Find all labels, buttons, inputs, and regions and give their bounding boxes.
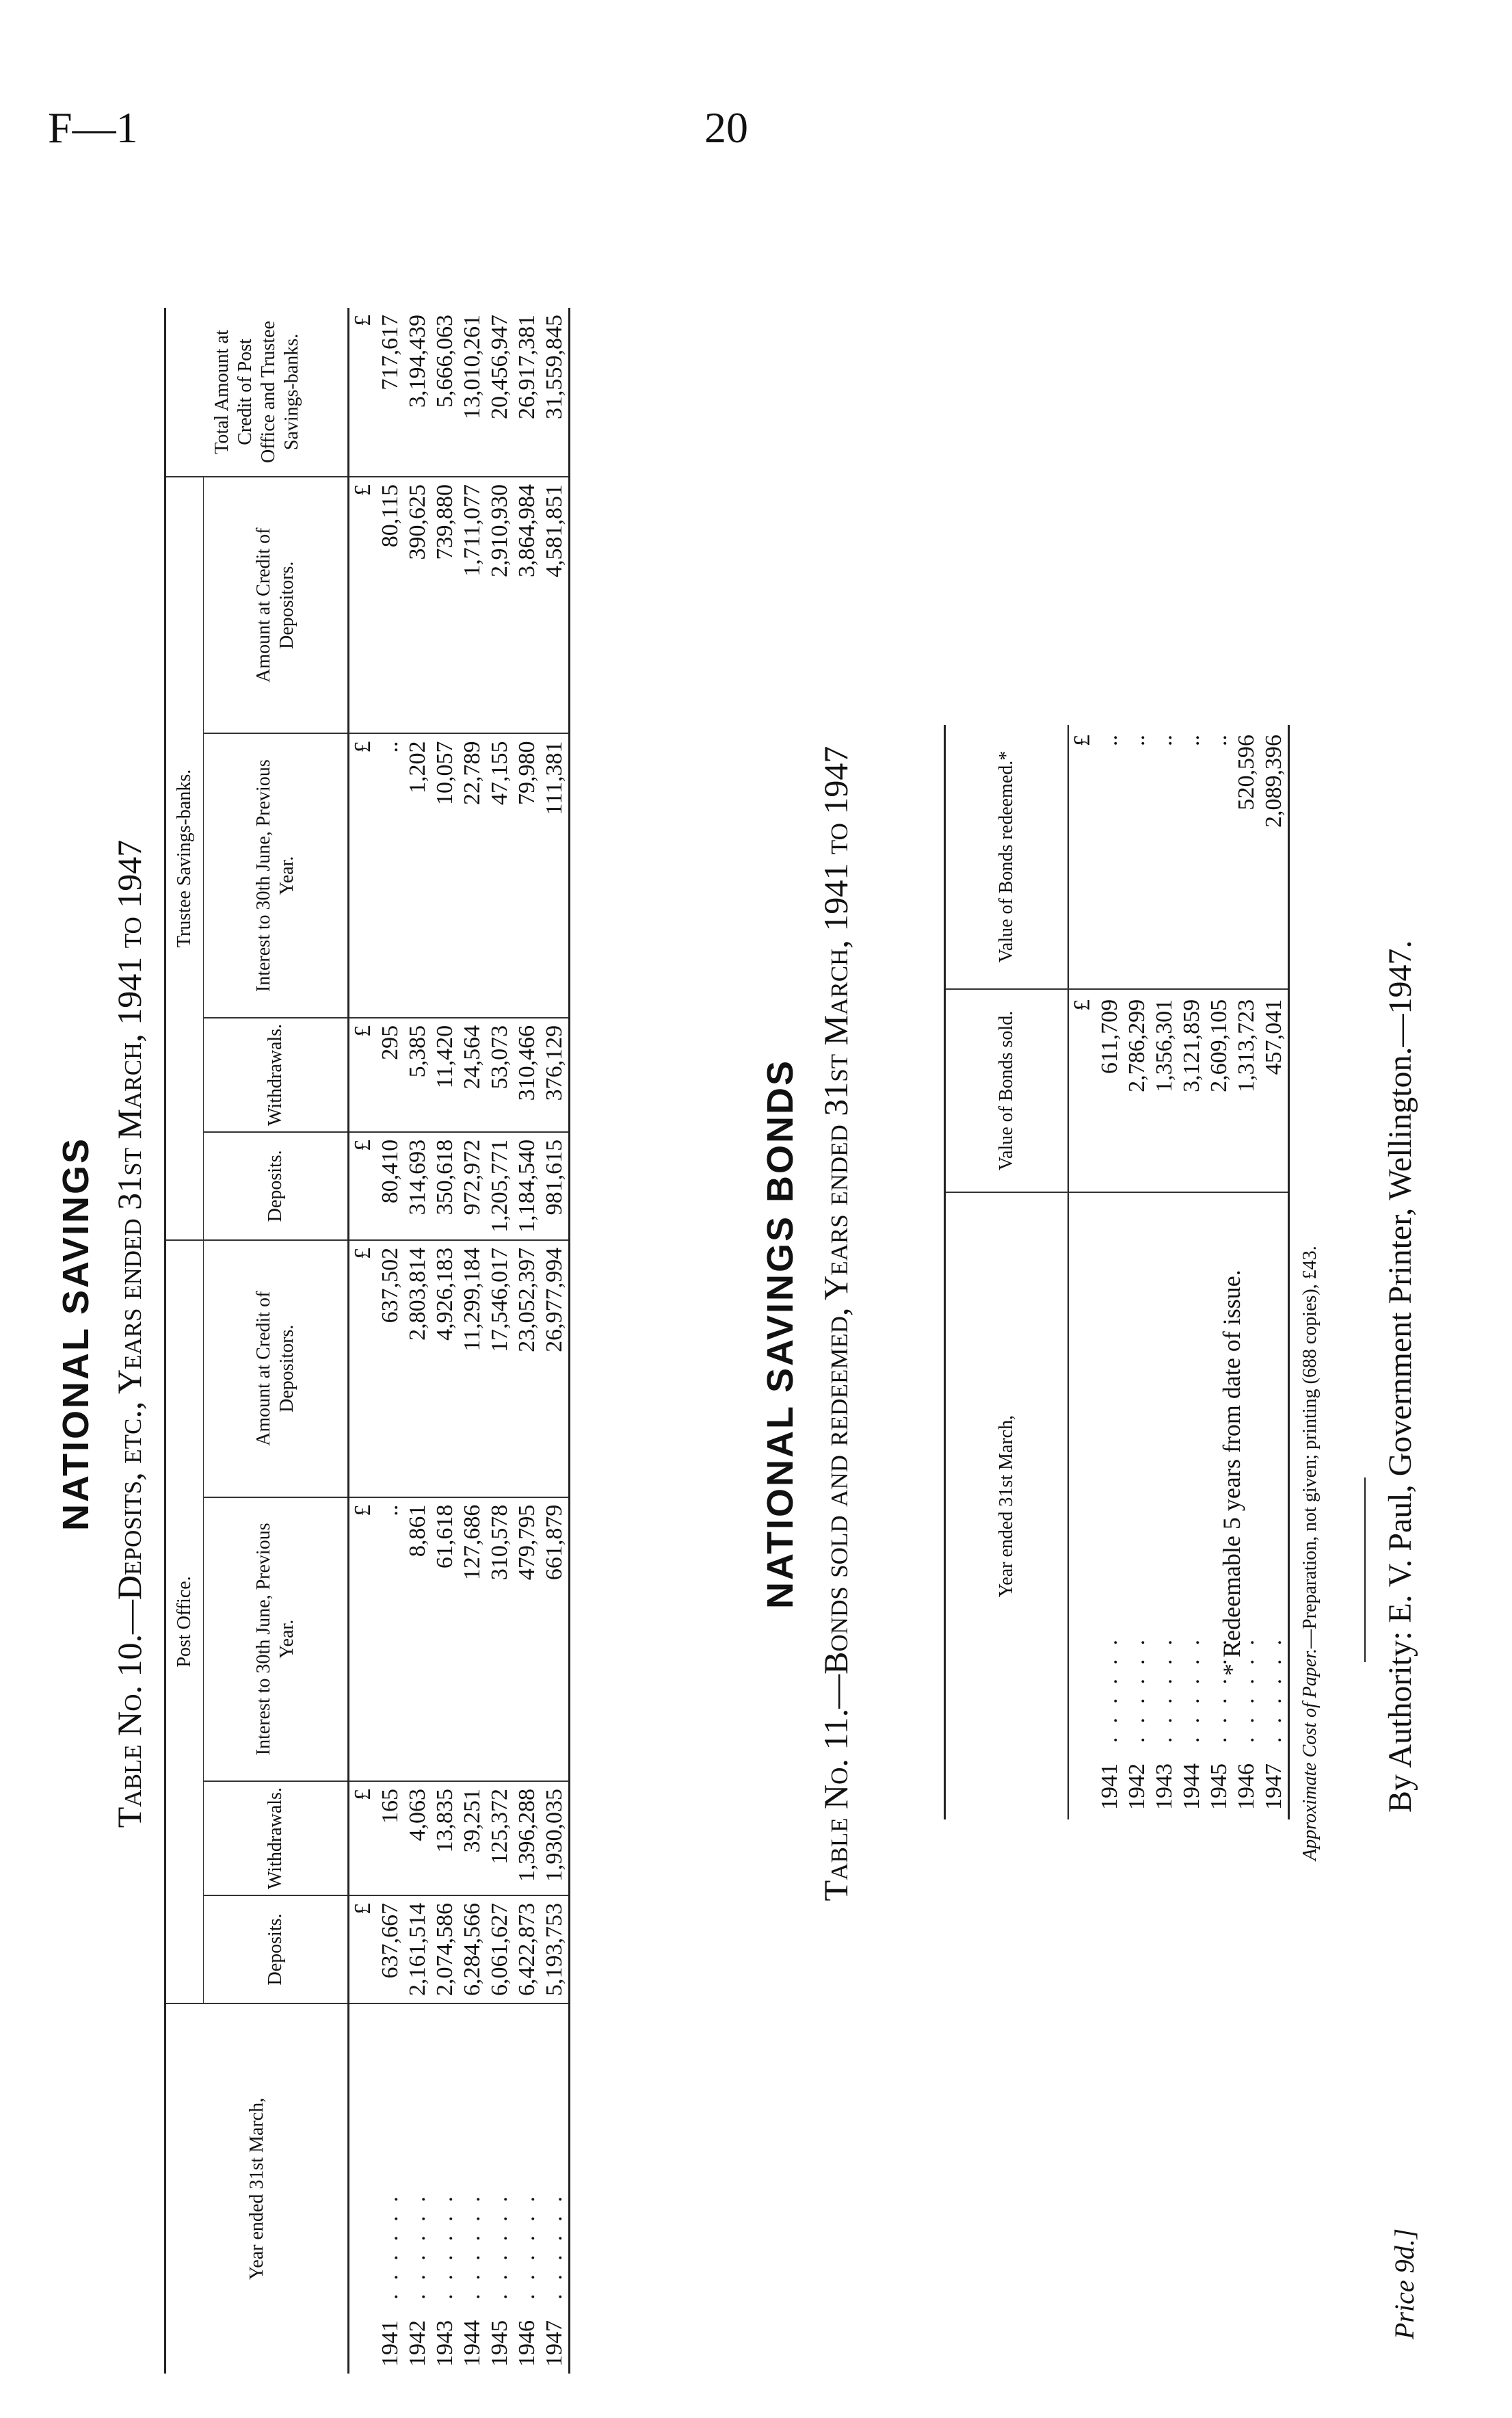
cell: 165 (377, 1781, 404, 1895)
currency-symbol: £ (349, 477, 377, 733)
t10-year-header: Year ended 31st March, (246, 2097, 267, 2281)
cell: 2,786,299 (1124, 989, 1151, 1192)
cell: 717,617 (377, 308, 404, 477)
cell: 79,980 (514, 733, 541, 1017)
table11-title: NATIONAL SAVINGS BONDS (760, 1058, 801, 1609)
cell: 24,564 (459, 1018, 486, 1132)
cell: 350,618 (432, 1132, 459, 1240)
currency-symbol: £ (349, 1240, 377, 1497)
cell: 39,251 (459, 1781, 486, 1895)
cell: 22,789 (459, 733, 486, 1017)
row-year: 1943 (1152, 1763, 1177, 1810)
cell: 2,074,586 (432, 1895, 459, 2003)
row-year: 1942 (405, 2320, 430, 2367)
cell: 3,121,859 (1178, 989, 1206, 1192)
t10-col-po-amount: Amount at Credit of Depositors. (204, 1240, 349, 1497)
leader-dots: ...... (432, 2183, 457, 2300)
currency-symbol: £ (349, 1497, 377, 1781)
row-year: 1945 (1206, 1763, 1232, 1810)
t10-col-tsb-withdrawals: Withdrawals. (204, 1018, 349, 1132)
cost-text: —Preparation, not given; printing (688 copies), £43. (1299, 1246, 1321, 1648)
table10-deposits (164, 308, 570, 2374)
cell: 314,693 (404, 1132, 432, 1240)
table-row (432, 308, 459, 2374)
cell: 20,456,947 (486, 308, 514, 477)
cell: 10,057 (432, 733, 459, 1017)
currency-symbol: £ (349, 1132, 377, 1240)
cell: 80,115 (377, 477, 404, 733)
leader-dots: ...... (1152, 1626, 1177, 1743)
cell: 520,596 (1233, 725, 1260, 989)
cell: 11,299,184 (459, 1240, 486, 1497)
cell: 4,063 (404, 1781, 432, 1895)
cell: 127,686 (459, 1497, 486, 1781)
page-number: 20 (704, 103, 748, 152)
cell: 111,381 (541, 733, 570, 1017)
leader-dots: ...... (1124, 1626, 1150, 1743)
cell: 1,356,301 (1151, 989, 1178, 1192)
cell: 13,010,261 (459, 308, 486, 477)
divider (1364, 1477, 1366, 1662)
cell: 1,205,771 (486, 1132, 514, 1240)
t11-col-sold: Value of Bonds sold. (945, 989, 1069, 1192)
t10-col-total: Total Amount at Credit of Post Office and Trustee Savings-banks. (165, 308, 349, 477)
cell: .. (1096, 725, 1124, 989)
table-row (1178, 725, 1206, 1819)
cell: 637,667 (377, 1895, 404, 2003)
cell: 53,073 (486, 1018, 514, 1132)
cell: 295 (377, 1018, 404, 1132)
cell: 2,161,514 (404, 1895, 432, 2003)
cell: 2,803,814 (404, 1240, 432, 1497)
row-year: 1947 (542, 2320, 567, 2367)
t11-col-year: Year ended 31st March, (996, 1415, 1017, 1598)
cell: 4,581,851 (541, 477, 570, 733)
cell: .. (377, 1497, 404, 1781)
cell: 637,502 (377, 1240, 404, 1497)
leader-dots: ...... (1179, 1626, 1204, 1743)
cell: 80,410 (377, 1132, 404, 1240)
t10-col-tsb-interest: Interest to 30th June, Previous Year. (204, 733, 349, 1017)
table-row (541, 308, 570, 2374)
cell: 479,795 (514, 1497, 541, 1781)
cell: 47,155 (486, 733, 514, 1017)
row-year: 1941 (1097, 1763, 1122, 1810)
leader-dots: ...... (377, 2183, 403, 2300)
cell: 739,880 (432, 477, 459, 733)
row-year: 1944 (1179, 1763, 1204, 1810)
currency-symbol: £ (349, 733, 377, 1017)
table10-title: NATIONAL SAVINGS (55, 1136, 96, 1532)
table-row (404, 308, 432, 2374)
cell: 23,052,397 (514, 1240, 541, 1497)
t10-col-po-deposits: Deposits. (204, 1895, 349, 2003)
cell: 457,041 (1260, 989, 1289, 1192)
currency-symbol: £ (349, 1018, 377, 1132)
table-row (1096, 725, 1124, 1819)
cell: 8,861 (404, 1497, 432, 1781)
table11-footnote: * Redeemable 5 years from date of issue. (1218, 1270, 1245, 1676)
row-year: 1947 (1261, 1763, 1286, 1810)
table-row (486, 308, 514, 2374)
t10-col-po-interest: Interest to 30th June, Previous Year. (204, 1497, 349, 1781)
cell: 6,284,566 (459, 1895, 486, 2003)
cell: 611,709 (1096, 989, 1124, 1192)
leader-dots: ...... (542, 2183, 567, 2300)
leader-dots: ...... (1097, 1626, 1122, 1743)
row-year: 1941 (377, 2320, 403, 2367)
cell: 2,609,105 (1206, 989, 1233, 1192)
cell: 125,372 (486, 1781, 514, 1895)
cell: 11,420 (432, 1018, 459, 1132)
cell: 1,202 (404, 733, 432, 1017)
cell: 1,396,288 (514, 1781, 541, 1895)
cost-label: Approximate Cost of Paper. (1299, 1648, 1321, 1861)
cell: 2,089,396 (1260, 725, 1289, 989)
currency-symbol: £ (1068, 725, 1096, 989)
cell: 390,625 (404, 477, 432, 733)
currency-symbol: £ (1068, 989, 1096, 1192)
cell: 31,559,845 (541, 308, 570, 477)
table-row (1260, 725, 1289, 1819)
cell: 2,910,930 (486, 477, 514, 733)
cell: 1,711,077 (459, 477, 486, 733)
cell: 972,972 (459, 1132, 486, 1240)
t10-currency-row (349, 308, 377, 2374)
t10-group-trustee: Trustee Savings-banks. (165, 477, 204, 1240)
row-year: 1942 (1124, 1763, 1150, 1810)
cell: 5,385 (404, 1018, 432, 1132)
cell: .. (1178, 725, 1206, 989)
cell: 1,313,723 (1233, 989, 1260, 1192)
row-year: 1944 (460, 2320, 485, 2367)
table11-subtitle: Table No. 11.—Bonds sold and redeemed, Years ended 31st March, 1941 to 1947 (817, 746, 855, 1902)
t10-col-tsb-amount: Amount at Credit of Depositors. (204, 477, 349, 733)
t11-col-redeemed: Value of Bonds redeemed.* (945, 725, 1069, 989)
table-row (1151, 725, 1178, 1819)
cell: 310,466 (514, 1018, 541, 1132)
cell: 1,184,540 (514, 1132, 541, 1240)
leader-dots: ...... (1206, 1626, 1232, 1743)
authority-line: By Authority: E. V. Paul, Government Printer, Wellington.—1947. (1382, 940, 1418, 1813)
currency-symbol: £ (349, 1895, 377, 2003)
cell: 5,666,063 (432, 308, 459, 477)
cell: .. (1151, 725, 1178, 989)
price-note: Price 9d.] (1389, 2228, 1420, 2339)
leader-dots: ...... (405, 2183, 430, 2300)
cell: 3,864,984 (514, 477, 541, 733)
cell: 61,618 (432, 1497, 459, 1781)
cell: 661,879 (541, 1497, 570, 1781)
currency-symbol: £ (349, 308, 377, 477)
cell: 6,422,873 (514, 1895, 541, 2003)
rotated-page-content (41, 287, 1420, 2380)
table-row (459, 308, 486, 2374)
cell: 3,194,439 (404, 308, 432, 477)
currency-symbol: £ (349, 1781, 377, 1895)
leader-dots: ...... (514, 2183, 540, 2300)
cell: 981,615 (541, 1132, 570, 1240)
cell: 17,546,017 (486, 1240, 514, 1497)
leader-dots: ...... (1234, 1626, 1259, 1743)
table10-subtitle: Table No. 10.—Deposits, etc., Years ended 31st March, 1941 to 1947 (110, 839, 148, 1828)
table-row (377, 308, 404, 2374)
cell: .. (1206, 725, 1233, 989)
leader-dots: ...... (487, 2183, 512, 2300)
cell: 310,578 (486, 1497, 514, 1781)
t10-col-po-withdrawals: Withdrawals. (204, 1781, 349, 1895)
table-row (514, 308, 541, 2374)
cell: .. (1124, 725, 1151, 989)
t10-group-post-office: Post Office. (165, 1240, 204, 2003)
cell: 376,129 (541, 1018, 570, 1132)
table-row (1124, 725, 1151, 1819)
cell: 26,917,381 (514, 308, 541, 477)
t10-col-tsb-deposits: Deposits. (204, 1132, 349, 1240)
cell: 6,061,627 (486, 1895, 514, 2003)
leader-dots: ...... (1261, 1626, 1286, 1743)
cell: 26,977,994 (541, 1240, 570, 1497)
row-year: 1946 (1234, 1763, 1259, 1810)
row-year: 1946 (514, 2320, 540, 2367)
t11-currency-row (1068, 725, 1096, 1819)
cost-note (1299, 561, 1321, 1861)
page-code: F—1 (48, 103, 138, 152)
cell: .. (377, 733, 404, 1017)
cell: 4,926,183 (432, 1240, 459, 1497)
leader-dots: ...... (460, 2183, 485, 2300)
cell: 1,930,035 (541, 1781, 570, 1895)
cell: 13,835 (432, 1781, 459, 1895)
row-year: 1943 (432, 2320, 457, 2367)
row-year: 1945 (487, 2320, 512, 2367)
cell: 5,193,753 (541, 1895, 570, 2003)
